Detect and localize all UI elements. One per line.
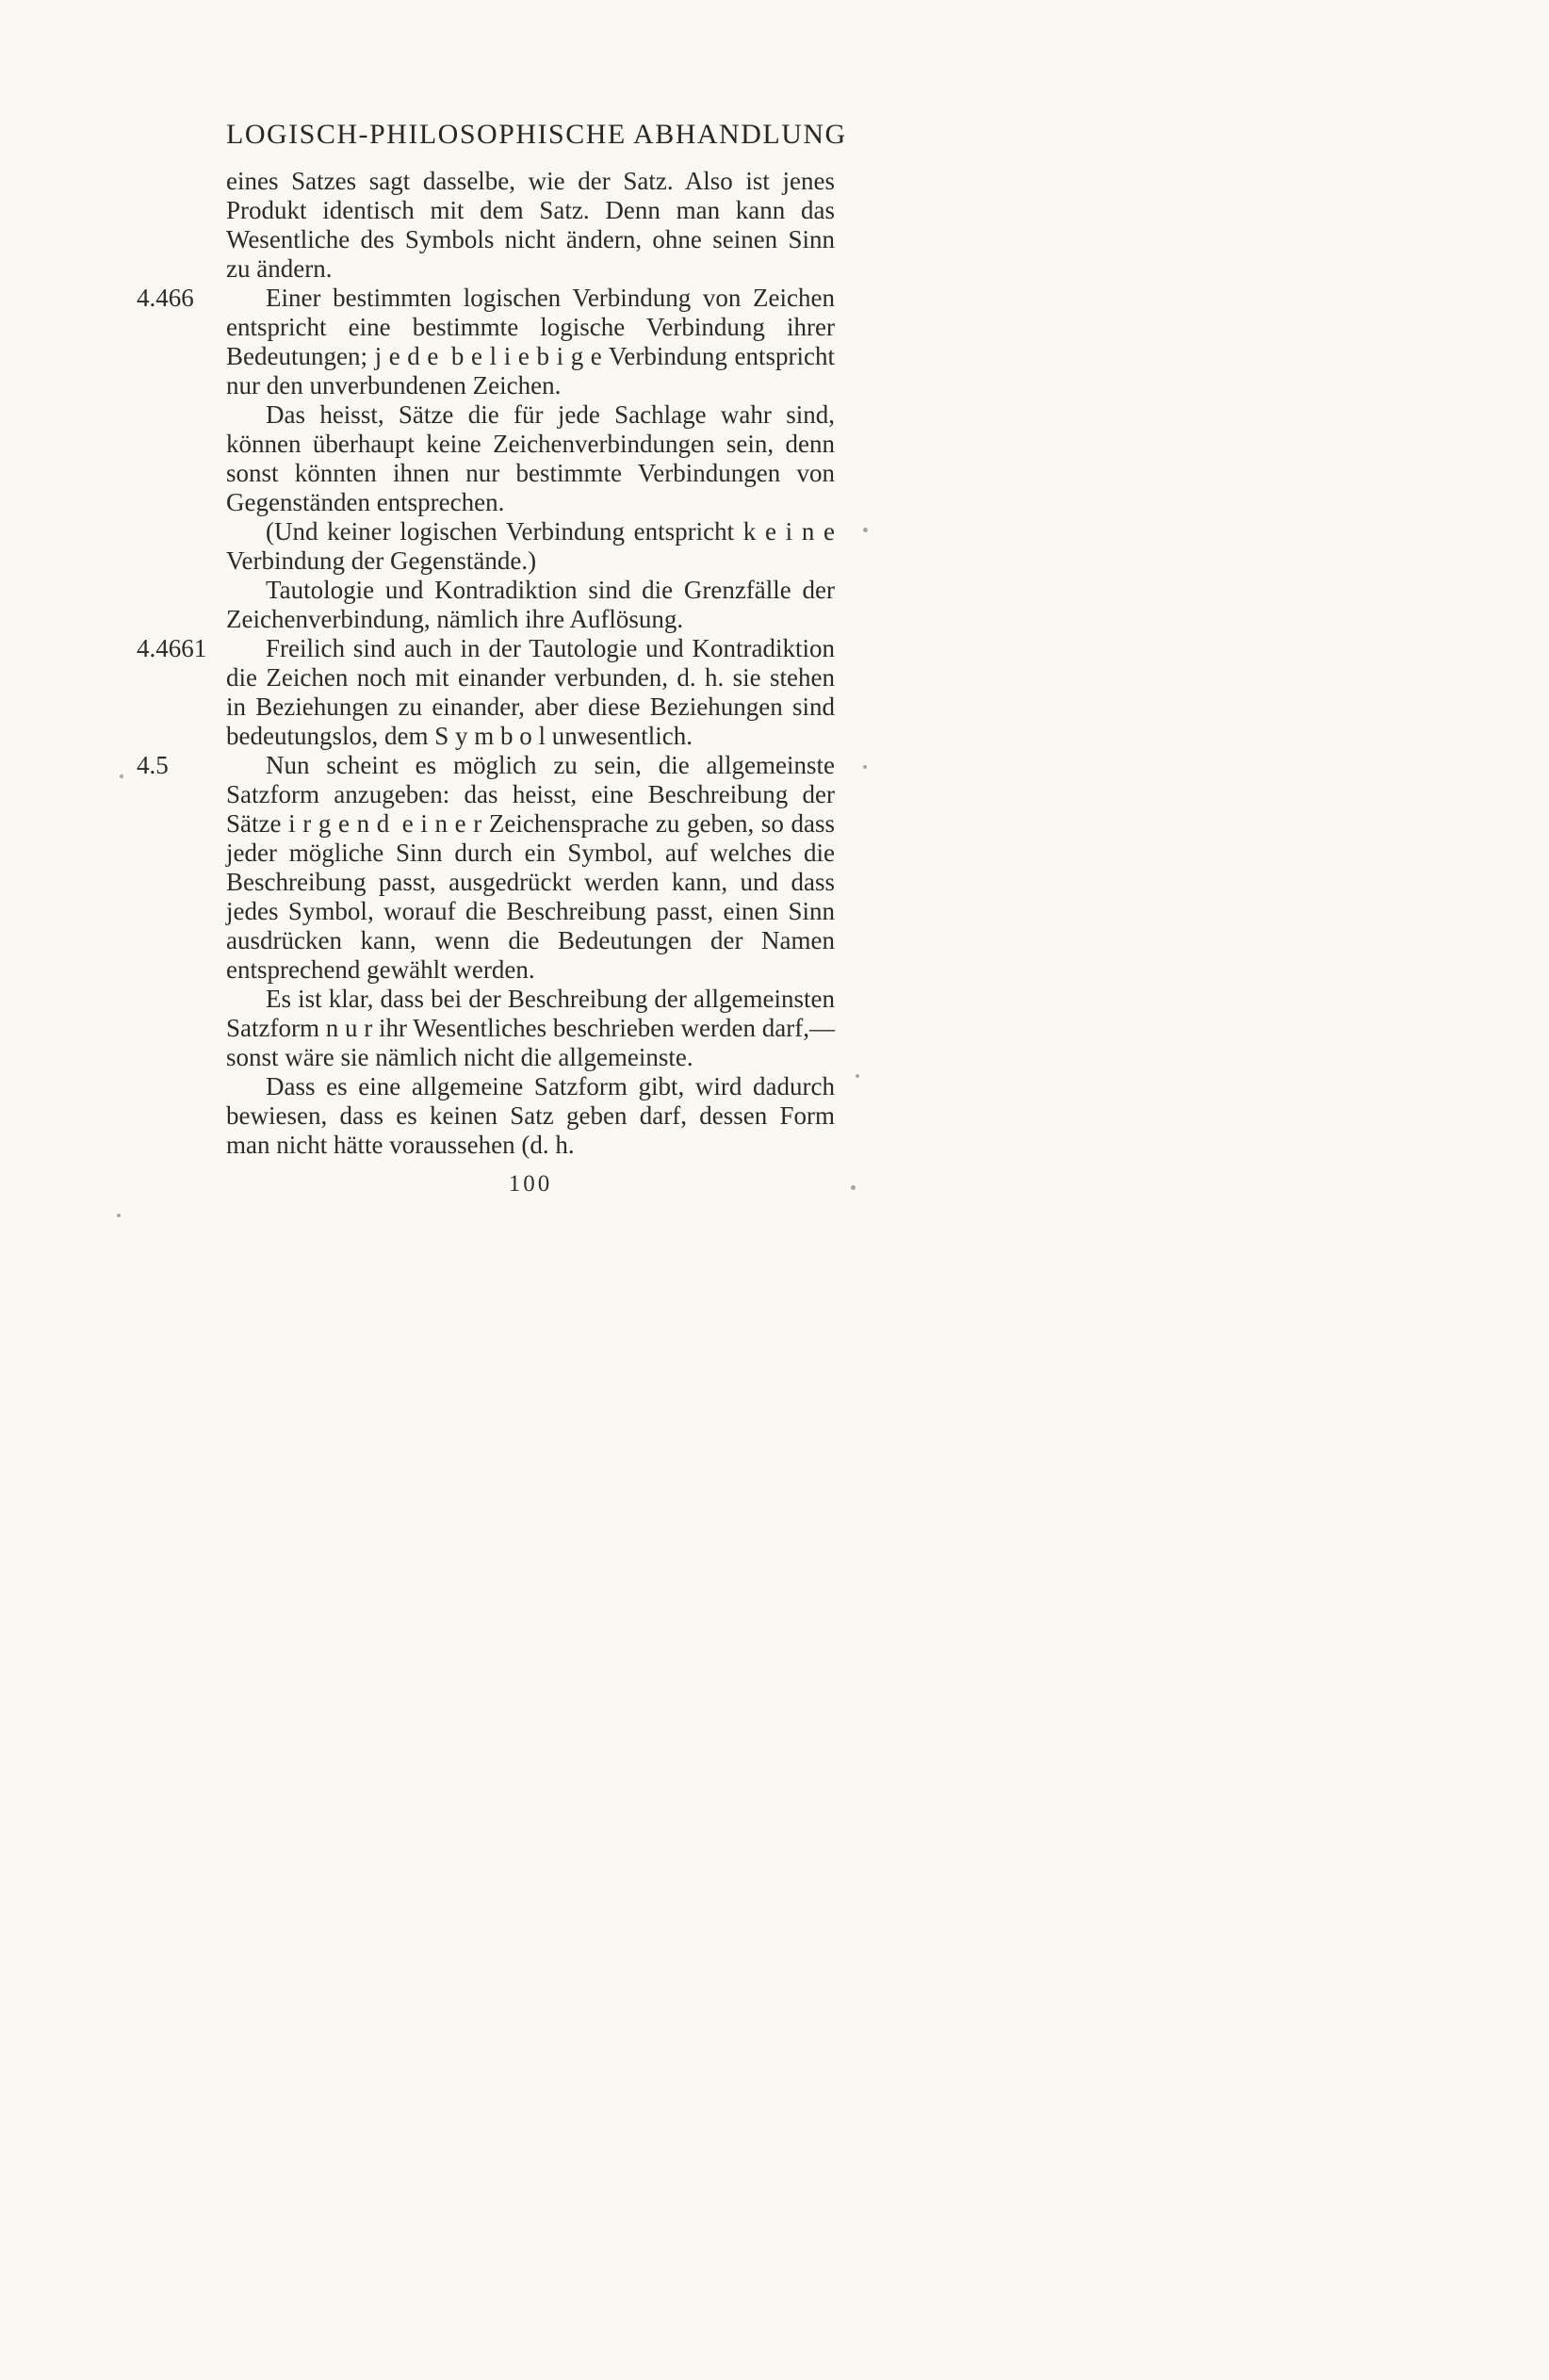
paragraph-text: Freilich sind auch in der Tautologie und Kontradiktion die Zeichen noch mit einander verbunden, d. h. sie stehen in Beziehungen zu einander, aber diese Beziehungen sind bedeutungslos, dem S y m b o l unwesentlich. [226, 634, 835, 750]
section-number: 4.466 [137, 284, 194, 312]
running-header: LOGISCH-PHILOSOPHISCHE ABHANDLUNG [226, 119, 847, 150]
page-number: 100 [508, 1171, 553, 1197]
scan-speck [863, 528, 868, 532]
section-number: 4.5 [137, 751, 169, 779]
body-text [137, 167, 835, 1160]
paragraph-text: Nun scheint es möglich zu sein, die allgemeinste Satzform anzugeben: das heisst, eine Beschreibung der Sätze i r g e n d e i n e r Zeichensprache zu geben, so dass jeder mögliche Sinn durch ein Symbol, auf welches die Beschreibung passt, ausgedrückt werden kann, und dass jedes Symbol, worauf die Beschreibung passt, einen Sinn ausdrücken kann, wenn die Bedeutungen der Namen entsprechend gewählt werden. [226, 751, 835, 984]
section-paragraph [226, 1072, 835, 1160]
section-paragraph [226, 985, 835, 1072]
continued-paragraph [226, 167, 835, 284]
paragraph-text: (Und keiner logischen Verbindung entspricht k e i n e Verbindung der Gegenstände.) [226, 517, 835, 575]
section-number: 4.4661 [137, 634, 207, 662]
scan-speck [851, 1185, 856, 1190]
section-paragraph [226, 400, 835, 517]
scan-speck [856, 1074, 859, 1078]
paragraph-text: Einer bestimmten logischen Verbindung von Zeichen entspricht eine bestimmte logische Verbindung ihrer Bedeutungen; j e d e b e l i e b i g e Verbindung entspricht nur den unverbundenen Zeichen. [226, 284, 835, 399]
paragraph-text: Das heisst, Sätze die für jede Sachlage wahr sind, können überhaupt keine Zeichenverbindungen sein, denn sonst könnten ihnen nur bestimmte Verbindungen von Gegenständen entsprechen. [226, 400, 835, 516]
paragraph-text: Tautologie und Kontradiktion sind die Grenzfälle der Zeichenverbindung, nämlich ihre Auflösung. [226, 576, 835, 633]
paragraph-text: eines Satzes sagt dasselbe, wie der Satz. Also ist jenes Produkt identisch mit dem Satz. Denn man kann das Wesentliche des Symbols nicht ändern, ohne seinen Sinn zu ändern. [226, 167, 835, 283]
section-paragraph [226, 576, 835, 634]
section-paragraph [137, 634, 835, 751]
paragraph-text: Es ist klar, dass bei der Beschreibung der allgemeinsten Satzform n u r ihr Wesentliches beschrieben werden darf,—sonst wäre sie nämlich nicht die allgemeinste. [226, 985, 835, 1071]
section-paragraph [226, 517, 835, 576]
section-paragraph [137, 751, 835, 985]
scan-speck [120, 774, 123, 778]
scan-speck [117, 1214, 121, 1217]
paragraph-text: Dass es eine allgemeine Satzform gibt, wird dadurch bewiesen, dass es keinen Satz geben darf, dessen Form man nicht hätte voraussehen (d. h. [226, 1072, 835, 1159]
scan-speck [863, 765, 867, 769]
section-paragraph [137, 284, 835, 400]
text-block [137, 119, 847, 1198]
